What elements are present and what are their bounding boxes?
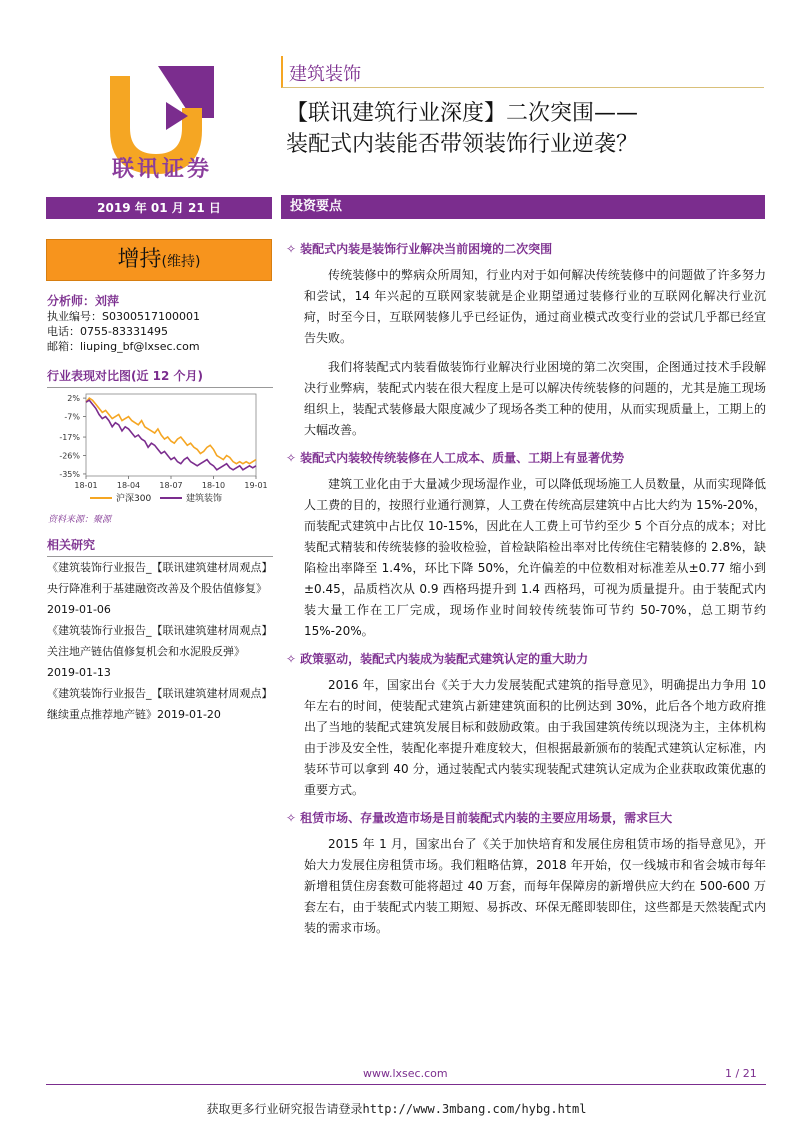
y-tick-label: -17%	[59, 433, 80, 443]
related-item[interactable]: 《建筑装饰行业报告_【联讯建筑建材周观点】关注地产链估值修复机会和水泥股反弹》2019-01-13	[47, 624, 273, 679]
key-point-4	[286, 809, 766, 826]
paragraph: 建筑工业化由于大量减少现场湿作业，可以降低现场施工人员数量，从而实现降低人工费的目的，按照行业通行测算，人工费在传统高层建筑中占比大约为 15%-20%，而装配式建筑中占比仅 10-15%，因此在人工费上可节约至少 5 个百分点的成本；对比装配式精装和传统装修的验收检验，首检缺陷检出率对比传统住宅精装修的 2.8%，缺陷检出率降至 1.4%，环比下降 50%，允许偏差的中位数相对标准差从±0.77 缩小到±0.45，品质档次从 0.9 西格玛提升到 1.4 西格玛，可视为质量提升。由于装配式内装大量工作在工厂完成，现场作业时间较传统装饰可节约 50-70%，总工期节约 15%-20%。	[304, 477, 766, 638]
x-tick-label: 18-04	[116, 481, 141, 490]
company-name: 联讯证券	[111, 156, 212, 182]
x-tick-label: 18-01	[74, 481, 98, 490]
analyst-license: 执业编号：S0300517100001	[47, 310, 200, 323]
rating-note: (维持)	[161, 254, 201, 270]
rating-value: 增持	[117, 247, 162, 272]
analyst-phone: 电话：0755-83331495	[47, 325, 168, 338]
analyst-name: 分析师：刘萍	[47, 294, 120, 308]
paragraph: 2016 年，国家出台《关于大力发展装配式建筑的指导意见》，明确提出力争用 10 年左右的时间，使装配式建筑占新建建筑面积的比例达到 30%，此后各个地方政府推出了当地的装配式建筑发展目标和鼓励政策。由于我国建筑传统以现浇为主，主体机构由于涉及安全性，装配化率提升难度较大，但根据最新颁布的装配式建筑认定标准，内装环节可以拿到 40 分，通过装配式内装实现装配式建筑认定成为企业获取政策优惠的重要方式。	[304, 678, 766, 797]
performance-chart	[46, 386, 268, 508]
y-tick-label: -26%	[59, 451, 80, 461]
page-number: 1 / 21	[725, 1067, 757, 1080]
related-research-list	[47, 557, 275, 725]
y-tick-label: -7%	[64, 412, 80, 422]
related-research-title: 相关研究	[47, 536, 273, 557]
x-tick-label: 19-01	[244, 481, 268, 490]
chart-plot-area	[86, 394, 256, 476]
diamond-icon: ✧	[286, 811, 297, 825]
x-tick-label: 18-07	[159, 481, 183, 490]
x-tick-label: 18-10	[201, 481, 226, 490]
diamond-icon: ✧	[286, 451, 297, 465]
key-point-title: 政策驱动，装配式内装成为装配式建筑认定的重大助力	[300, 652, 589, 666]
report-title-line2: 装配式内装能否带领装饰行业逆袭？	[286, 132, 639, 157]
y-tick-label: -35%	[59, 469, 80, 479]
legend-label: 沪深300	[116, 494, 152, 504]
section-title: 投资要点	[281, 195, 765, 219]
report-title	[286, 98, 766, 160]
key-point-2	[286, 449, 766, 466]
sector-label: 建筑装饰	[289, 64, 361, 85]
diamond-icon: ✧	[286, 242, 297, 256]
chart-source: 资料来源：聚源	[48, 515, 112, 525]
analyst-info	[47, 294, 275, 354]
key-point-3	[286, 650, 766, 667]
footer-divider	[46, 1084, 766, 1085]
series-line-hs300	[86, 398, 256, 464]
report-title-line1: 【联讯建筑行业深度】二次突围——	[286, 101, 639, 126]
paragraph: 2015 年 1 月，国家出台了《关于加快培育和发展住房租赁市场的指导意见》，开始大力发展住房租赁市场。我们粗略估算，2018 年开始，仅一线城市和省会城市每年新增租赁住房套数可能将超过 40 万套，而每年保障房的新增供应大约在 500-600 万套左右，由于装配式内装工期短、易拆改、环保无醛即装即住，这些都是天然装配式内装的需求市场。	[304, 837, 766, 935]
analyst-email: 邮箱：liuping_bf@lxsec.com	[47, 340, 200, 353]
key-point-title: 装配式内装较传统装修在人工成本、质量、工期上有显著优势	[300, 451, 625, 465]
paragraph: 我们将装配式内装看做装饰行业解决行业困境的第二次突围，企图通过技术手段解决行业弊病，装配式内装在很大程度上是可以解决传统装修的问题的，尤其是施工现场组织上，装配式装修最大限度减少了现场各类工种的使用，从而实现质量上，工期上的大幅改善。	[304, 360, 766, 437]
paragraph: 传统装修中的弊病众所周知，行业内对于如何解决传统装修中的问题做了许多努力和尝试，14 年兴起的互联网家装就是企业期望通过装修行业的互联网化解决行业沉疴，时至今日，互联网装修儿乎已经证伪，通过商业模式改变行业的尝试几乎都已经宣告失败。	[304, 268, 766, 345]
legend-label: 建筑装饰	[186, 494, 223, 504]
chart-title: 行业表现对比图(近 12 个月)	[47, 367, 273, 388]
key-point-title: 装配式内装是装饰行业解决当前困境的二次突围	[300, 242, 553, 256]
key-point-1	[286, 240, 766, 257]
related-item[interactable]: 《建筑装饰行业报告_【联讯建筑建材周观点】继续重点推荐地产链》2019-01-20	[47, 687, 273, 721]
rating-badge	[46, 239, 272, 281]
key-point-title: 租赁市场、存量改造市场是目前装配式内装的主要应用场景，需求巨大	[300, 811, 673, 825]
y-tick-label: 2%	[67, 394, 80, 404]
footer-url[interactable]: www.lxsec.com	[363, 1067, 448, 1080]
diamond-icon: ✧	[286, 652, 297, 666]
main-content	[286, 240, 766, 947]
report-date: 2019 年 01 月 21 日	[46, 197, 272, 219]
related-item[interactable]: 《建筑装饰行业报告_【联讯建筑建材周观点】央行降准利于基建融资改善及个股估值修复》2019-01-06	[47, 561, 273, 616]
download-note[interactable]: 获取更多行业研究报告请登录http://www.3mbang.com/hybg.html	[206, 1102, 587, 1116]
